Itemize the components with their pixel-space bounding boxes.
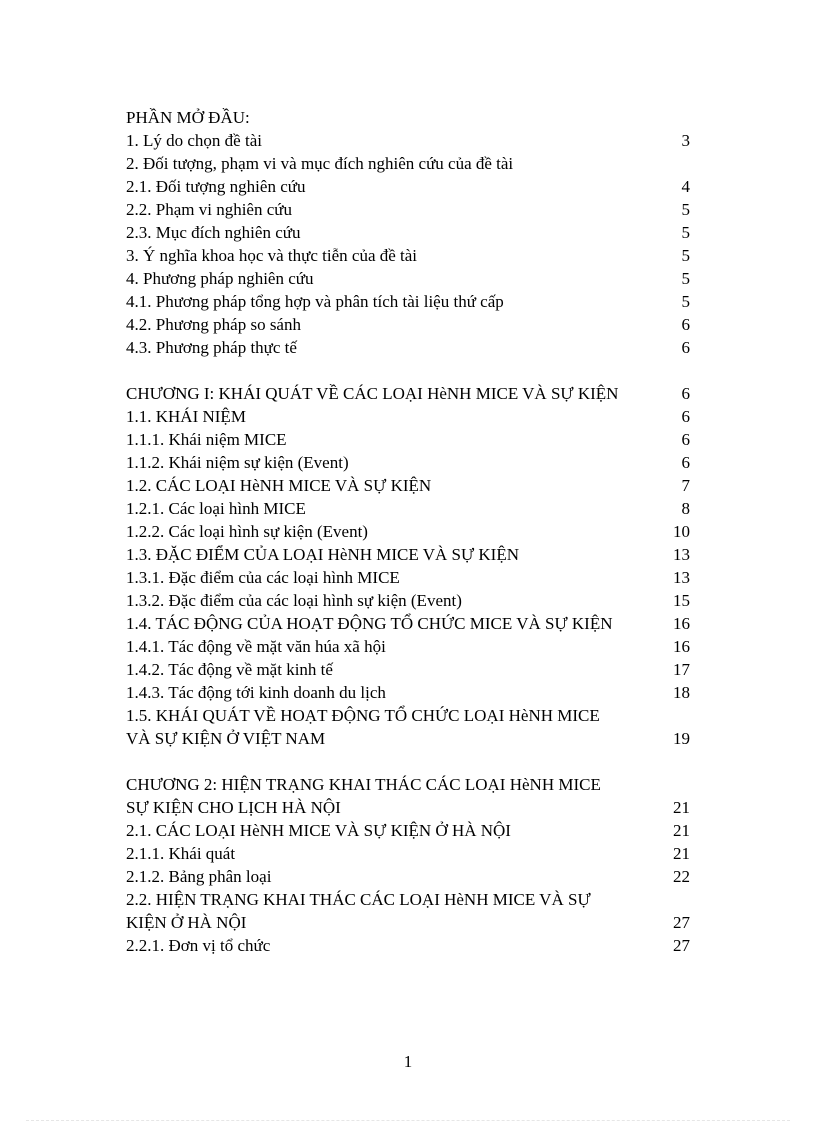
entry-title: 2.2. HIỆN TRẠNG KHAI THÁC CÁC LOẠI HèNH MICE VÀ SỰ KIỆN Ở HÀ NỘI [126,890,591,932]
entry-page: 8 [681,499,690,518]
entry-page: 5 [681,246,690,265]
toc-entry[interactable] [126,428,690,451]
toc-entry[interactable] [126,152,690,175]
entry-page: 10 [673,522,690,541]
entry-title: 2.3. Mục đích nghiên cứu [126,223,301,242]
entry-page: 18 [673,683,690,702]
entry-title: 4.1. Phương pháp tổng hợp và phân tích tài liệu thứ cấp [126,292,504,311]
toc-entry[interactable] [126,819,690,842]
entry-title: 1.2. CÁC LOẠI HèNH MICE VÀ SỰ KIỆN [126,476,432,495]
entry-page: 17 [673,660,690,679]
entry-title: CHƯƠNG 2: HIỆN TRẠNG KHAI THÁC CÁC LOẠI HèNH MICE SỰ KIỆN CHO LỊCH HÀ NỘI [126,775,601,817]
toc-entry[interactable] [126,129,690,152]
toc-entry[interactable] [126,175,690,198]
entry-title: 2.2.1. Đơn vị tổ chức [126,936,271,955]
toc-entry[interactable] [126,520,690,543]
toc-entry[interactable] [126,589,690,612]
entry-title: 1.2.2. Các loại hình sự kiện (Event) [126,522,368,541]
entry-title: 4. Phương pháp nghiên cứu [126,269,314,288]
entry-page: 6 [681,407,690,426]
entry-title: 3. Ý nghĩa khoa học và thực tiễn của đề tài [126,246,418,265]
entry-page: 6 [681,315,690,334]
toc-entry[interactable] [126,474,690,497]
toc-entry[interactable] [126,566,690,589]
toc-section-intro [126,106,690,359]
entry-page: 7 [681,476,690,495]
toc-entry-chapter-title[interactable] [126,773,690,819]
entry-title: 4.3. Phương pháp thực tế [126,338,297,357]
entry-title: 1.4. TÁC ĐỘNG CỦA HOẠT ĐỘNG TỔ CHỨC MICE VÀ SỰ KIỆN [126,614,613,633]
toc-entry[interactable] [126,681,690,704]
entry-title: 1.3.2. Đặc điểm của các loại hình sự kiện (Event) [126,591,462,610]
entry-page: 16 [673,637,690,656]
entry-title: 2.1.1. Khái quát [126,844,236,863]
toc-entry[interactable] [126,842,690,865]
entry-title: 1.4.3. Tác động tới kinh doanh du lịch [126,683,386,702]
toc-entry[interactable] [126,405,690,428]
entry-title: 1.2.1. Các loại hình MICE [126,499,306,518]
toc-entry[interactable] [126,221,690,244]
entry-title: 2.1. Đối tượng nghiên cứu [126,177,306,196]
table-of-contents [126,106,690,980]
entry-title: 1.4.1. Tác động về mặt văn húa xã hội [126,637,386,656]
entry-title: 1.1.1. Khái niệm MICE [126,430,287,449]
toc-entry[interactable] [126,451,690,474]
entry-page: 16 [673,614,690,633]
toc-section-chapter-1 [126,382,690,750]
toc-entry[interactable] [126,336,690,359]
toc-entry[interactable] [126,658,690,681]
entry-page: 5 [681,292,690,311]
entry-page: 19 [673,729,690,748]
toc-entry[interactable] [126,543,690,566]
toc-entry[interactable] [126,198,690,221]
entry-title: 2.1. CÁC LOẠI HèNH MICE VÀ SỰ KIỆN Ở HÀ NỘI [126,821,511,840]
toc-entry[interactable] [126,497,690,520]
entry-title: 1. Lý do chọn đề tài [126,131,262,150]
entry-page: 27 [673,936,690,955]
entry-page: 6 [681,384,690,403]
entry-page: 21 [673,821,690,840]
entry-page: 4 [681,177,690,196]
entry-title: 2. Đối tượng, phạm vi và mục đích nghiên cứu của đề tài [126,154,514,173]
toc-entry[interactable] [126,267,690,290]
toc-entry[interactable] [126,865,690,888]
entry-title: 1.1. KHÁI NIỆM [126,407,246,426]
entry-title: 2.1.2. Bảng phân loại [126,867,272,886]
section-heading: PHẦN MỞ ĐẦU: [126,108,250,127]
entry-page: 3 [681,131,690,150]
entry-page: 6 [681,338,690,357]
entry-page: 6 [681,453,690,472]
entry-page: 13 [673,568,690,587]
entry-title: CHƯƠNG I: KHÁI QUÁT VỀ CÁC LOẠI HèNH MICE VÀ SỰ KIỆN [126,384,619,403]
toc-entry[interactable] [126,612,690,635]
entry-title: 1.3. ĐẶC ĐIỂM CỦA LOẠI HèNH MICE VÀ SỰ KIỆN [126,545,520,564]
toc-entry[interactable] [126,704,690,750]
entry-page: 21 [673,844,690,863]
entry-title: 1.4.2. Tác động về mặt kinh tế [126,660,333,679]
entry-page: 5 [681,223,690,242]
toc-entry[interactable] [126,888,690,934]
entry-page: 5 [681,200,690,219]
entry-title: 1.1.2. Khái niệm sự kiện (Event) [126,453,349,472]
toc-entry[interactable] [126,313,690,336]
entry-title: 4.2. Phương pháp so sánh [126,315,301,334]
toc-entry[interactable] [126,290,690,313]
entry-title: 2.2. Phạm vi nghiên cứu [126,200,292,219]
page-bottom-divider [26,1120,790,1121]
toc-entry[interactable] [126,934,690,957]
entry-page: 13 [673,545,690,564]
toc-entry[interactable] [126,635,690,658]
entry-page: 21 [673,798,690,817]
page-number: 1 [403,1052,413,1071]
toc-entry-chapter-title[interactable] [126,382,690,405]
toc-section-chapter-2 [126,773,690,957]
entry-page: 6 [681,430,690,449]
entry-page: 5 [681,269,690,288]
entry-title: 1.5. KHÁI QUÁT VỀ HOẠT ĐỘNG TỔ CHỨC LOẠI HèNH MICE VÀ SỰ KIỆN Ở VIỆT NAM [126,706,600,748]
entry-page: 27 [673,913,690,932]
entry-page: 15 [673,591,690,610]
toc-entry[interactable] [126,244,690,267]
entry-page: 22 [673,867,690,886]
entry-title: 1.3.1. Đặc điểm của các loại hình MICE [126,568,400,587]
